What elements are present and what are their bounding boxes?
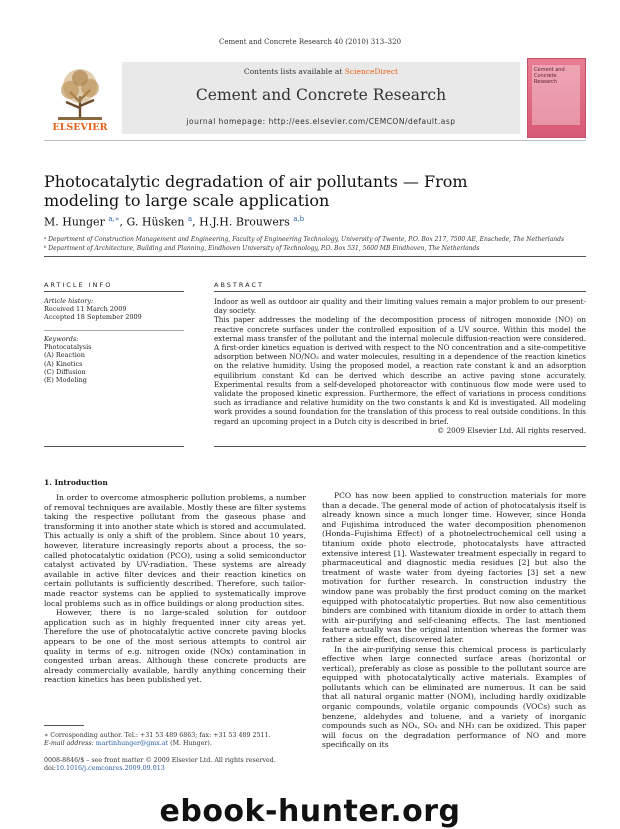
issn-line: 0008-8846/$ – see front matter © 2009 Elsevier Ltd. All rights reserved.	[44, 757, 276, 764]
cover-title: Cement and Concrete Research	[534, 67, 565, 85]
keyword: (A) Reaction	[44, 351, 85, 360]
corresponding-author-footnote	[44, 732, 306, 748]
doi-line	[44, 765, 276, 773]
front-matter	[44, 757, 276, 773]
left-column	[44, 493, 306, 685]
received-date: Received 11 March 2009	[44, 305, 127, 314]
abstract-body	[214, 297, 586, 435]
abstract-bottom-rule	[214, 446, 586, 447]
body-paragraph: PCO has now been applied to construction materials for more than a decade. The general mode of action of photocatalysis itself is already known since a much longer time. However, since Honda and Fujishima introduced the water decomposition phenomenon (Honda–Fujishima Effect) of a photoelectrochemical cell using a titanium oxide photo electrode, photocatalysts have attracted extensive interest [1]. Wastewater treatment especially in regard to pharmaceutical and diagnostic media residues [2] but also the treatment of waste water from dyeing factories [3] set a new motivation for further research. In construction industry the window pane was probably the first product coming on the market equipped with photocatalytic properties. But now also cementitious binders are combined with titanium dioxide in order to attach them with air-purifying and self-cleaning effects. The last mentioned feature actually was the original intention whereas the former was rather a side effect, discovered later.	[322, 491, 586, 644]
author-separator: ,	[192, 215, 200, 229]
article-title: Photocatalytic degradation of air pollutants — From modeling to large scale application	[44, 172, 468, 210]
sciencedirect-link[interactable]: ScienceDirect	[344, 67, 399, 76]
doi-link[interactable]: 10.1016/j.cemconres.2009.09.013	[55, 765, 165, 772]
history-label: Article history:	[44, 297, 94, 305]
info-bottom-rule	[44, 446, 184, 447]
author-list	[44, 215, 304, 229]
footnote-contact: ∗ Corresponding author. Tel.: +31 53 489 6863; fax: +31 53 489 2511.	[44, 732, 271, 739]
site-watermark: ebook-hunter.org	[159, 794, 461, 829]
footnote-rule	[44, 725, 84, 726]
keyword: (E) Modeling	[44, 376, 87, 385]
journal-cover-thumbnail	[527, 58, 586, 138]
contents-prefix: Contents lists available at	[243, 67, 345, 76]
accepted-date: Accepted 18 September 2009	[44, 313, 142, 322]
history-rule	[44, 330, 184, 331]
contents-line	[122, 67, 520, 76]
author-name: G. Hüsken	[126, 215, 185, 229]
body-paragraph: In order to overcome atmospheric pollution problems, a number of removal techniques are available. Mostly these are filter systems taking the respective pollutant from the gaseous phase and transforming it into another state which is stored and accumulated. This actually is only a shift of the problem. Since about 10 years, however, literature increasingly reports about a process, the so-called photocatalytic oxidation (PCO), using a solid semiconductor catalyst activated by UV-radiation. These systems are already available in active filter devices and their reaction kinetics on certain pollutants is sufficiently described. Therefore, such tailor-made reactor systems can be applied to systematically improve local problems such as in office buildings or along production sites.	[44, 493, 306, 608]
footnote-email-line	[44, 740, 306, 748]
elsevier-tree-icon	[44, 62, 116, 134]
article-info-heading: ARTICLE INFO	[44, 281, 113, 289]
affiliation-divider	[44, 256, 586, 257]
affiliation-b: ᵇ Department of Architecture, Building and Planning, Eindhoven University of Technology, P.O. Box 531, 5600 MB Eindhoven, The Netherlands	[44, 245, 480, 252]
body-paragraph: However, there is no large-scaled solution for outdoor application such as in highly frequented inner city areas yet. Therefore the use of photocatalytic active concrete paving blocks appears to be one of the most serious attempts to control air quality in terms of e.g. nitrogen oxide (NOx) contamination in congested urban areas. Although these concrete products are already commercially available, hardly anything concerning their reaction kinetics has been published yet.	[44, 608, 306, 685]
doi-label: doi:	[44, 765, 56, 772]
author-separator: ,	[119, 215, 127, 229]
body-paragraph: In the air-purifying sense this chemical process is particularly effective when large connected surface areas (horizontal or vertical), preferably as close as possible to the pollutant source are equipped with photocatalytically active materials. Examples of pollutants which can be eliminated are numerous. It can be said that all natural organic matter (NOM), including hardly oxidizable organic compounds, volatile organic compounds (VOCs) such as benzene, aldehydes and toluene, and a variety of inorganic compounds such as NOₓ, SOₓ and NH₃ can be oxidized. This paper will focus on the degradation performance of NO and more specifically on its	[322, 644, 586, 750]
publisher-logo-text: ELSEVIER	[52, 122, 108, 133]
article-history	[44, 297, 184, 322]
author-name: M. Hunger	[44, 215, 105, 229]
author-sup[interactable]: a,∗	[108, 215, 120, 223]
keywords-block	[44, 335, 184, 384]
keyword: Photocatalysis	[44, 343, 92, 352]
journal-name: Cement and Concrete Research	[195, 86, 447, 104]
email-link[interactable]: martinhunger@gmx.at	[95, 740, 169, 747]
email-label: E-mail address:	[44, 740, 96, 747]
keyword: (A) Kinetics	[44, 359, 83, 368]
abstract-paragraph: Indoor as well as outdoor air quality and their limiting values remain a major problem to our present-day society.	[214, 297, 586, 316]
journal-citation: Cement and Concrete Research 40 (2010) 313–320	[218, 38, 402, 46]
keywords-label: Keywords:	[44, 335, 79, 343]
abstract-heading: ABSTRACT	[214, 281, 264, 289]
author-name: H.J.H. Brouwers	[199, 215, 290, 229]
copyright-notice: © 2009 Elsevier Ltd. All rights reserved.	[437, 425, 586, 435]
journal-homepage[interactable]: journal homepage: http://ees.elsevier.com/CEMCON/default.asp	[186, 117, 456, 126]
keyword: (C) Diffusion	[44, 367, 86, 376]
right-column	[322, 491, 586, 750]
author-sup[interactable]: a	[187, 215, 193, 223]
abstract-paragraph: This paper addresses the modeling of the decomposition process of nitrogen monoxide (NO) on reactive concrete surfaces under the controlled exposition of a UV source. Within this model the external mass transfer of the pollutant and the internal molecule diffusion-reaction were considered. A first-order kinetics equation is derived with respect to the NO concentration and a site-competitive adsorption between NO/NO₂ and water molecules, resulting in a dependence of the reaction kinetics on the relative humidity. Using the proposed model, a reaction rate constant k and an adsorption equilibrium constant Kd can be derived which describe an active paving stone accurately. Experimental results from a self-developed photoreactor with continuous flow mode were used to validate the proposed kinetic expression. Furthermore, the effect of variations in process conditions such as irradiance and relative humidity on the two constants k and Kd is investigated. All modeling work provides a sound foundation for the translation of this process to real outside conditions. In this regard an upcoming project in a Dutch city is described in brief.	[214, 315, 586, 426]
abstract-rule	[214, 291, 586, 292]
affiliation-a: ᵃ Department of Construction Management and Engineering, Faculty of Engineering Technology, University of Twente, P.O. Box 217, 7500 AE, Enschede, The Netherlands	[44, 236, 565, 243]
section-heading-introduction: 1. Introduction	[44, 478, 108, 487]
email-suffix: (M. Hunger).	[168, 740, 212, 747]
article-info-rule	[44, 291, 184, 292]
author-sup[interactable]: a,b	[293, 215, 305, 223]
